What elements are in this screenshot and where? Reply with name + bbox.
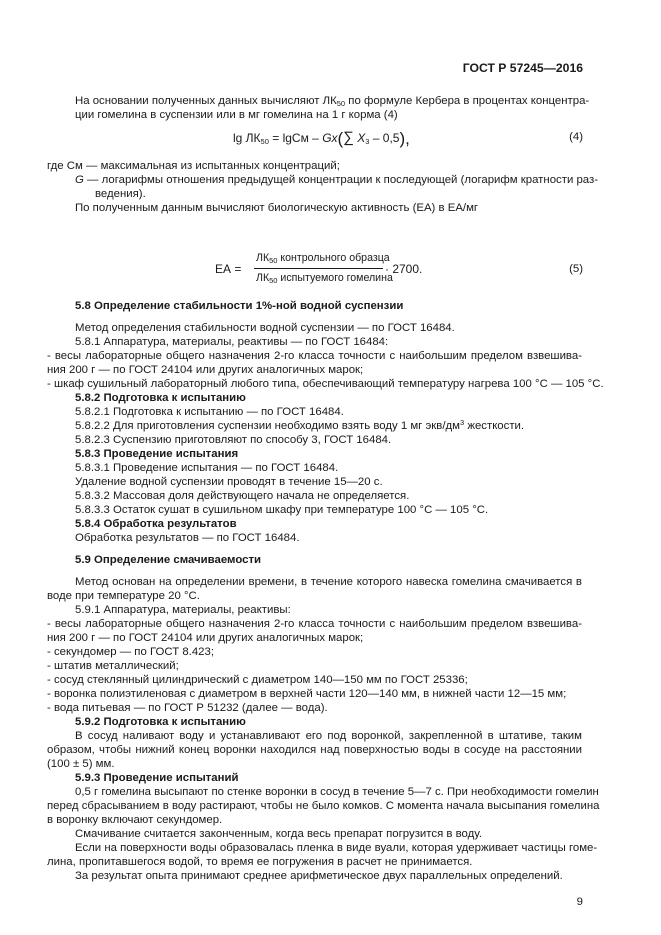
intro-sub: 50 bbox=[336, 99, 346, 108]
s59-para-2-a: В сосуд наливают воду и устанавливают его под воронкой, закрепленной в штативе, таким bbox=[75, 730, 582, 742]
s59-line-7: - воронка полиэтиленовая с диаметром в верхней части 120—140 мм, в нижней части 12—15 мм; bbox=[47, 688, 567, 700]
den-sub: 50 bbox=[269, 276, 278, 285]
s59-para-2-c: (100 ± 5) мм. bbox=[47, 758, 115, 770]
formula-4-x-sub: 3 bbox=[365, 137, 370, 146]
den-rest: испытуемого гомелина bbox=[277, 272, 393, 284]
formula-4-lhs: lg ЛК bbox=[233, 131, 261, 145]
s58-line-1: Метод определения стабильности водной суспензии — по ГОСТ 16484. bbox=[75, 322, 455, 334]
s59-para-1-b: воде при температуре 20 °С. bbox=[47, 590, 200, 602]
s59-line-3: ния 200 г — по ГОСТ 24104 или других аналогичных марок; bbox=[47, 632, 364, 644]
s58-line-7-b: жесткости. bbox=[464, 420, 525, 432]
formula-4-number: (4) bbox=[569, 131, 583, 143]
formula-4-paren-close: ), bbox=[399, 129, 410, 148]
page-number: 9 bbox=[576, 896, 583, 908]
s58-line-3: - весы лабораторные общего назначения 2-го класса точности с наибольшим пределом взвешива- bbox=[47, 350, 582, 362]
s59-para-3-c: в воронку включают секундомер. bbox=[47, 814, 223, 826]
definition-g-var: G bbox=[75, 174, 84, 186]
s59-line-5: - штатив металлический; bbox=[47, 660, 179, 672]
s59-para-2-b: образом, чтобы нижний конец воронки находился над поверхностью воды в сосуде на расстоянии bbox=[47, 744, 582, 756]
formula-4-x: X bbox=[357, 131, 366, 145]
num-lk: ЛК bbox=[256, 252, 270, 264]
formula-4-gx: Gx bbox=[322, 131, 338, 145]
section-5-9-title: 5.9 Определение смачиваемости bbox=[75, 554, 262, 566]
heading-5-8-2: 5.8.2 Подготовка к испытанию bbox=[75, 392, 246, 404]
s58-line-12: 5.8.3.3 Остаток сушат в сушильном шкафу при температуре 100 °С — 105 °С. bbox=[75, 504, 489, 516]
s58-line-4: ния 200 г — по ГОСТ 24104 или других аналогичных марок; bbox=[47, 364, 364, 376]
formula-4-sigma: ∑ bbox=[343, 129, 354, 146]
s58-line-7-sup: 3 bbox=[459, 418, 465, 427]
s58-line-8: 5.8.2.3 Суспензию приготовляют по способу 3, ГОСТ 16484. bbox=[75, 434, 392, 446]
formula-4-tail: – 0,5 bbox=[372, 131, 400, 145]
heading-5-9-2: 5.9.2 Подготовка к испытанию bbox=[75, 716, 246, 728]
s58-line-2: 5.8.1 Аппаратура, материалы, реактивы — по ГОСТ 16484: bbox=[75, 336, 389, 348]
s59-para-5-a: Если на поверхности воды образовалась пленка в виде вуали, которая удерживает частицы гоме- bbox=[75, 842, 598, 854]
s58-line-9: 5.8.3.1 Проведение испытания — по ГОСТ 16484. bbox=[75, 462, 339, 474]
s59-line-2: - весы лабораторные общего назначения 2-го класса точности с наибольшим пределом взвешива- bbox=[47, 618, 582, 630]
s58-line-13: Обработка результатов — по ГОСТ 16484. bbox=[75, 532, 300, 544]
definition-cm: где См — максимальная из испытанных концентраций; bbox=[47, 160, 340, 172]
s58-line-7 bbox=[75, 420, 524, 433]
num-rest: контрольного образца bbox=[277, 252, 390, 264]
formula-4-paren-open: ( bbox=[337, 129, 344, 148]
definition-g bbox=[75, 174, 599, 187]
s59-line-4: - секундомер — по ГОСТ 8.423; bbox=[47, 646, 214, 658]
s59-line-1: 5.9.1 Аппаратура, материалы, реактивы: bbox=[75, 604, 291, 616]
s58-line-10: Удаление водной суспензии проводят в течение 15—20 с. bbox=[75, 476, 383, 488]
formula-4-eq: = lgСм – bbox=[272, 131, 319, 145]
formula-4 bbox=[233, 129, 410, 148]
s59-para-1-a: Метод основан на определении времени, в течение которого навеска гомелина смачивается в bbox=[75, 576, 582, 588]
formula-5-fraction-bar bbox=[254, 268, 383, 269]
formula-5-mult: · 2700. bbox=[385, 262, 423, 276]
s59-para-3-a: 0,5 г гомелина высыпают по стенке воронки в сосуд в течение 5—7 с. При необходимости гомелин bbox=[75, 786, 599, 798]
heading-5-8-4: 5.8.4 Обработка результатов bbox=[75, 518, 237, 530]
formula-5-denominator bbox=[256, 272, 393, 284]
formula-5-lhs: ЕА = bbox=[215, 262, 242, 276]
formula-5-number: (5) bbox=[569, 263, 583, 275]
intro-text-rest: по формуле Кербера в процентах концентра- bbox=[345, 95, 590, 107]
intro-line-1 bbox=[75, 95, 590, 108]
s58-line-11: 5.8.3.2 Массовая доля действующего начала не определяется. bbox=[75, 490, 410, 502]
formula-5-numerator bbox=[256, 252, 390, 264]
intro-line-2: ции гомелина в суспензии или в мг гомелина на 1 г корма (4) bbox=[75, 109, 398, 121]
formula-4-lhs-sub: 50 bbox=[260, 137, 269, 146]
s59-para-4: Смачивание считается законченным, когда весь препарат погрузится в воду. bbox=[75, 828, 482, 840]
s59-para-5-b: лина, пропитавшегося водой, то время ее погружения в расчет не принимается. bbox=[47, 856, 473, 868]
s59-para-3-b: перед сбрасыванием в воду растирают, чтобы не было комков. С момента начала высыпания гомелина bbox=[47, 800, 600, 812]
definition-g-cont: ведения). bbox=[95, 188, 146, 200]
den-lk: ЛК bbox=[256, 272, 270, 284]
s58-line-5: - шкаф сушильный лабораторный любого типа, обеспечивающий температуру нагрева 100 °С — 105 °С. bbox=[47, 378, 604, 390]
num-sub: 50 bbox=[269, 256, 278, 265]
heading-5-8-3: 5.8.3 Проведение испытания bbox=[75, 448, 239, 460]
s58-line-6: 5.8.2.1 Подготовка к испытанию — по ГОСТ 16484. bbox=[75, 406, 344, 418]
s59-line-6: - сосуд стеклянный цилиндрический с диаметром 140—150 мм по ГОСТ 25336; bbox=[47, 674, 468, 686]
heading-5-9-3: 5.9.3 Проведение испытаний bbox=[75, 772, 239, 784]
document-code: ГОСТ Р 57245—2016 bbox=[462, 61, 583, 75]
definition-g-text: — логарифмы отношения предыдущей концентрации к последующей (логарифм кратности раз- bbox=[83, 174, 599, 186]
ea-intro: По полученным данным вычисляют биологическую активность (ЕА) в ЕА/мг bbox=[75, 202, 479, 214]
section-5-8-title: 5.8 Определение стабильности 1%-ной водной суспензии bbox=[75, 300, 404, 312]
intro-text: На основании полученных данных вычисляют ЛК bbox=[75, 95, 337, 107]
s58-line-7-a: 5.8.2.2 Для приготовления суспензии необходимо взять воду 1 мг экв/дм bbox=[75, 420, 460, 432]
s59-line-8: - вода питьевая — по ГОСТ Р 51232 (далее — вода). bbox=[47, 702, 328, 714]
s59-para-6: За результат опыта принимают среднее арифметическое двух параллельных определений. bbox=[75, 870, 563, 882]
